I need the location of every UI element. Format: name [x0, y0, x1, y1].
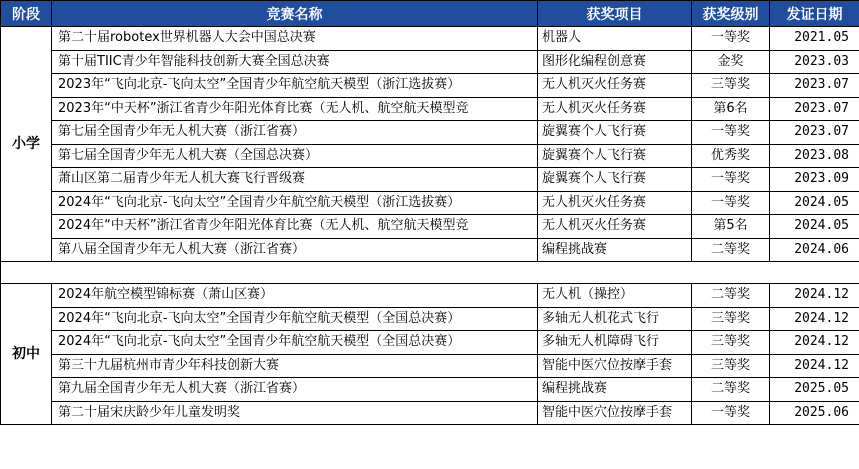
item-cell: 无人机灭火任务赛: [538, 97, 692, 121]
item-cell: 旋翼赛个人飞行赛: [538, 144, 692, 168]
name-cell: 2024年“飞向北京-飞向太空”全国青少年航空航天模型（浙江选拔赛）: [52, 191, 538, 215]
stage-cell: 小学: [1, 27, 52, 262]
date-cell: 2024.12: [770, 307, 859, 331]
level-cell: 一等奖: [692, 121, 770, 145]
stage-cell: 初中: [1, 284, 52, 425]
date-cell: 2024.12: [770, 284, 859, 308]
item-cell: 无人机灭火任务赛: [538, 191, 692, 215]
level-cell: 第6名: [692, 97, 770, 121]
level-cell: 三等奖: [692, 331, 770, 355]
table-row: [1, 401, 859, 425]
item-cell: 无人机（操控）: [538, 284, 692, 308]
item-cell: 图形化编程创意赛: [538, 50, 692, 74]
name-cell: 第八届全国青少年无人机大赛（浙江省赛）: [52, 238, 538, 262]
level-cell: 三等奖: [692, 74, 770, 98]
item-cell: 编程挑战赛: [538, 378, 692, 402]
name-cell: 第二十届robotex世界机器人大会中国总决赛: [52, 27, 538, 51]
table-row: [1, 354, 859, 378]
level-cell: 第5名: [692, 215, 770, 239]
date-cell: 2024.12: [770, 354, 859, 378]
table-row: [1, 168, 859, 192]
level-cell: 一等奖: [692, 401, 770, 425]
level-cell: 二等奖: [692, 238, 770, 262]
level-cell: 二等奖: [692, 284, 770, 308]
name-cell: 第七届全国青少年无人机大赛（全国总决赛）: [52, 144, 538, 168]
date-cell: 2024.12: [770, 331, 859, 355]
level-cell: 三等奖: [692, 354, 770, 378]
table-row: [1, 121, 859, 145]
date-cell: 2021.05: [770, 27, 859, 51]
item-cell: 无人机灭火任务赛: [538, 215, 692, 239]
table-row: [1, 331, 859, 355]
table-row: [1, 27, 859, 51]
date-cell: 2023.09: [770, 168, 859, 192]
level-cell: 优秀奖: [692, 144, 770, 168]
header-level: 获奖级别: [692, 1, 770, 27]
date-cell: 2025.05: [770, 378, 859, 402]
item-cell: 旋翼赛个人飞行赛: [538, 121, 692, 145]
header-stage: 阶段: [1, 1, 52, 27]
item-cell: 无人机灭火任务赛: [538, 74, 692, 98]
name-cell: 第十届TIIC青少年智能科技创新大赛全国总决赛: [52, 50, 538, 74]
name-cell: 萧山区第二届青少年无人机大赛飞行晋级赛: [52, 168, 538, 192]
date-cell: 2025.06: [770, 401, 859, 425]
level-cell: 一等奖: [692, 168, 770, 192]
table-body: [1, 27, 859, 425]
table-row: [1, 97, 859, 121]
name-cell: 第二十届宋庆龄少年儿童发明奖: [52, 401, 538, 425]
item-cell: 多轴无人机障碍飞行: [538, 331, 692, 355]
name-cell: 第三十九届杭州市青少年科技创新大赛: [52, 354, 538, 378]
table-row: [1, 307, 859, 331]
header-name: 竞赛名称: [52, 1, 538, 27]
item-cell: 多轴无人机花式飞行: [538, 307, 692, 331]
table-row: [1, 238, 859, 262]
level-cell: 三等奖: [692, 307, 770, 331]
date-cell: 2024.05: [770, 215, 859, 239]
group-spacer-row: [1, 262, 859, 284]
level-cell: 一等奖: [692, 191, 770, 215]
table-row: [1, 144, 859, 168]
table-row: [1, 191, 859, 215]
table-row: [1, 50, 859, 74]
item-cell: 机器人: [538, 27, 692, 51]
date-cell: 2023.07: [770, 74, 859, 98]
date-cell: 2024.05: [770, 191, 859, 215]
date-cell: 2023.07: [770, 121, 859, 145]
name-cell: 2024年“飞向北京-飞向太空”全国青少年航空航天模型（全国总决赛）: [52, 331, 538, 355]
name-cell: 第七届全国青少年无人机大赛（浙江省赛）: [52, 121, 538, 145]
name-cell: 2024年“中天杯”浙江省青少年阳光体育比赛（无人机、航空航天模型竞: [52, 215, 538, 239]
table-row: [1, 215, 859, 239]
item-cell: 智能中医穴位按摩手套: [538, 354, 692, 378]
name-cell: 2023年“飞向北京-飞向太空”全国青少年航空航天模型（浙江选拔赛）: [52, 74, 538, 98]
item-cell: 编程挑战赛: [538, 238, 692, 262]
table-row: [1, 284, 859, 308]
level-cell: 金奖: [692, 50, 770, 74]
item-cell: 旋翼赛个人飞行赛: [538, 168, 692, 192]
table-row: [1, 378, 859, 402]
level-cell: 二等奖: [692, 378, 770, 402]
name-cell: 2024年航空模型锦标赛（萧山区赛）: [52, 284, 538, 308]
header-row: [1, 1, 859, 27]
table-row: [1, 74, 859, 98]
name-cell: 2023年“中天杯”浙江省青少年阳光体育比赛（无人机、航空航天模型竞: [52, 97, 538, 121]
spacer-cell: [1, 262, 859, 284]
level-cell: 一等奖: [692, 27, 770, 51]
date-cell: 2023.07: [770, 97, 859, 121]
date-cell: 2024.06: [770, 238, 859, 262]
header-item: 获奖项目: [538, 1, 692, 27]
date-cell: 2023.03: [770, 50, 859, 74]
header-date: 发证日期: [770, 1, 859, 27]
name-cell: 2024年“飞向北京-飞向太空”全国青少年航空航天模型（全国总决赛）: [52, 307, 538, 331]
date-cell: 2023.08: [770, 144, 859, 168]
item-cell: 智能中医穴位按摩手套: [538, 401, 692, 425]
name-cell: 第九届全国青少年无人机大赛（浙江省赛）: [52, 378, 538, 402]
